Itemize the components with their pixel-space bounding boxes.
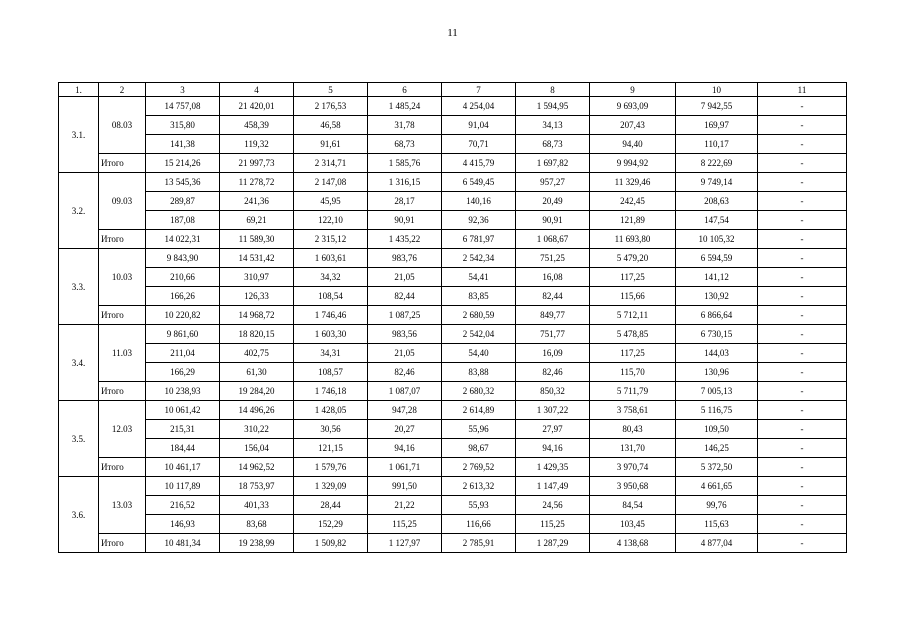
value-cell: 751,77 [516,325,590,344]
value-cell: 6 730,15 [676,325,758,344]
total-value-cell: 11 589,30 [220,230,294,249]
value-cell: 115,25 [516,515,590,534]
group-date-cell: 09.03 [99,173,146,230]
value-cell: 16,08 [516,268,590,287]
value-cell: 401,33 [220,496,294,515]
value-cell: 10 061,42 [146,401,220,420]
value-cell: 99,76 [676,496,758,515]
total-value-cell: - [758,154,847,173]
total-label-cell: Итого [99,154,146,173]
total-value-cell: 19 238,99 [220,534,294,553]
value-cell: 289,87 [146,192,220,211]
table-row [59,97,847,116]
value-cell: 69,21 [220,211,294,230]
total-value-cell: 1 429,35 [516,458,590,477]
value-cell: 11 329,46 [590,173,676,192]
value-cell: 98,67 [442,439,516,458]
value-cell: 1 603,61 [294,249,368,268]
value-cell: 82,44 [368,287,442,306]
value-cell: 45,95 [294,192,368,211]
total-value-cell: 1 287,29 [516,534,590,553]
value-cell: - [758,325,847,344]
value-cell: - [758,135,847,154]
value-cell: 14 496,26 [220,401,294,420]
value-cell: 34,31 [294,344,368,363]
total-value-cell: 5 712,11 [590,306,676,325]
value-cell: - [758,287,847,306]
total-label-cell: Итого [99,458,146,477]
total-value-cell: 1 061,71 [368,458,442,477]
value-cell: 34,32 [294,268,368,287]
total-value-cell: 19 284,20 [220,382,294,401]
value-cell: 24,56 [516,496,590,515]
value-cell: 402,75 [220,344,294,363]
value-cell: 82,46 [516,363,590,382]
value-cell: 30,56 [294,420,368,439]
total-value-cell: 2 680,59 [442,306,516,325]
value-cell: 458,39 [220,116,294,135]
group-code-cell: 3.5. [59,401,99,477]
value-cell: 20,49 [516,192,590,211]
total-label-cell: Итого [99,382,146,401]
value-cell: 310,97 [220,268,294,287]
total-value-cell: 849,77 [516,306,590,325]
value-cell: 1 307,22 [516,401,590,420]
group-date-cell: 11.03 [99,325,146,382]
value-cell: 83,68 [220,515,294,534]
value-cell: - [758,420,847,439]
value-cell: 121,15 [294,439,368,458]
value-cell: 54,41 [442,268,516,287]
value-cell: - [758,211,847,230]
table-row [59,211,847,230]
total-value-cell: 5 372,50 [676,458,758,477]
value-cell: 108,54 [294,287,368,306]
value-cell: 991,50 [368,477,442,496]
group-code-cell: 3.6. [59,477,99,553]
column-header: 5 [294,83,368,97]
value-cell: 115,70 [590,363,676,382]
total-value-cell: 8 222,69 [676,154,758,173]
value-cell: 90,91 [516,211,590,230]
group-date-cell: 10.03 [99,249,146,306]
value-cell: 241,36 [220,192,294,211]
table-row [59,477,847,496]
total-value-cell: 1 509,82 [294,534,368,553]
value-cell: 4 254,04 [442,97,516,116]
column-header: 9 [590,83,676,97]
total-value-cell: 1 579,76 [294,458,368,477]
value-cell: 9 749,14 [676,173,758,192]
value-cell: 54,40 [442,344,516,363]
value-cell: 61,30 [220,363,294,382]
value-cell: - [758,268,847,287]
value-cell: 7 942,55 [676,97,758,116]
table-row [59,420,847,439]
value-cell: 13 545,36 [146,173,220,192]
column-header: 2 [99,83,146,97]
value-cell: 9 693,09 [590,97,676,116]
total-value-cell: 1 087,25 [368,306,442,325]
value-cell: 1 147,49 [516,477,590,496]
value-cell: 6 594,59 [676,249,758,268]
total-value-cell: 21 997,73 [220,154,294,173]
value-cell: 103,45 [590,515,676,534]
total-value-cell: 4 877,04 [676,534,758,553]
value-cell: 1 316,15 [368,173,442,192]
value-cell: 14 531,42 [220,249,294,268]
page-number: 11 [447,27,458,39]
total-value-cell: 2 785,91 [442,534,516,553]
value-cell: 169,97 [676,116,758,135]
value-cell: 21 420,01 [220,97,294,116]
value-cell: 216,52 [146,496,220,515]
column-header: 4 [220,83,294,97]
total-value-cell: 10 238,93 [146,382,220,401]
total-value-cell: 2 680,32 [442,382,516,401]
value-cell: 55,96 [442,420,516,439]
group-code-cell: 3.2. [59,173,99,249]
group-code-cell: 3.3. [59,249,99,325]
value-cell: 55,93 [442,496,516,515]
total-label-cell: Итого [99,534,146,553]
value-cell: 6 549,45 [442,173,516,192]
total-value-cell: 6 781,97 [442,230,516,249]
value-cell: 18 820,15 [220,325,294,344]
table-row [59,249,847,268]
table-row [59,287,847,306]
value-cell: 1 485,24 [368,97,442,116]
table-row [59,192,847,211]
total-value-cell: 1 435,22 [368,230,442,249]
value-cell: 141,38 [146,135,220,154]
total-value-cell: 14 968,72 [220,306,294,325]
value-cell: 83,85 [442,287,516,306]
column-header: 11 [758,83,847,97]
column-header: 8 [516,83,590,97]
value-cell: 110,17 [676,135,758,154]
value-cell: - [758,515,847,534]
total-value-cell: 15 214,26 [146,154,220,173]
total-value-cell: 2 769,52 [442,458,516,477]
value-cell: 84,54 [590,496,676,515]
value-cell: 28,44 [294,496,368,515]
total-row [59,458,847,477]
data-table [58,82,847,553]
value-cell: 94,16 [368,439,442,458]
table-row [59,268,847,287]
value-cell: 242,45 [590,192,676,211]
value-cell: - [758,496,847,515]
total-row [59,230,847,249]
value-cell: 91,61 [294,135,368,154]
total-value-cell: 1 087,07 [368,382,442,401]
value-cell: 115,63 [676,515,758,534]
group-code-cell: 3.4. [59,325,99,401]
value-cell: 18 753,97 [220,477,294,496]
value-cell: - [758,401,847,420]
total-value-cell: 1 068,67 [516,230,590,249]
total-value-cell: 10 481,34 [146,534,220,553]
value-cell: 9 843,90 [146,249,220,268]
value-cell: 117,25 [590,268,676,287]
total-value-cell: - [758,306,847,325]
value-cell: - [758,97,847,116]
table-row [59,173,847,192]
total-value-cell: 1 127,97 [368,534,442,553]
value-cell: 92,36 [442,211,516,230]
value-cell: - [758,249,847,268]
value-cell: 166,26 [146,287,220,306]
value-cell: 82,46 [368,363,442,382]
group-date-cell: 08.03 [99,97,146,154]
value-cell: 82,44 [516,287,590,306]
value-cell: 94,16 [516,439,590,458]
total-value-cell: 14 962,52 [220,458,294,477]
column-header: 10 [676,83,758,97]
total-value-cell: 1 585,76 [368,154,442,173]
value-cell: 1 428,05 [294,401,368,420]
value-cell: 117,25 [590,344,676,363]
value-cell: 215,31 [146,420,220,439]
value-cell: 11 278,72 [220,173,294,192]
total-value-cell: 1 746,18 [294,382,368,401]
value-cell: 122,10 [294,211,368,230]
table-row [59,515,847,534]
total-value-cell: 3 970,74 [590,458,676,477]
value-cell: 10 117,89 [146,477,220,496]
group-date-cell: 13.03 [99,477,146,534]
total-value-cell: 2 315,12 [294,230,368,249]
value-cell: 2 614,89 [442,401,516,420]
value-cell: 115,25 [368,515,442,534]
value-cell: 28,17 [368,192,442,211]
value-cell: 310,22 [220,420,294,439]
value-cell: 126,33 [220,287,294,306]
value-cell: 751,25 [516,249,590,268]
column-header: 7 [442,83,516,97]
total-value-cell: 850,32 [516,382,590,401]
table-row [59,401,847,420]
total-value-cell: - [758,230,847,249]
value-cell: 131,70 [590,439,676,458]
total-value-cell: 1 697,82 [516,154,590,173]
value-cell: 5 479,20 [590,249,676,268]
column-header: 1. [59,83,99,97]
table-row [59,344,847,363]
total-row [59,306,847,325]
value-cell: 1 329,09 [294,477,368,496]
value-cell: 68,73 [368,135,442,154]
value-cell: 68,73 [516,135,590,154]
value-cell: 121,89 [590,211,676,230]
value-cell: 1 603,30 [294,325,368,344]
value-cell: 109,50 [676,420,758,439]
value-cell: 3 758,61 [590,401,676,420]
table-row [59,325,847,344]
value-cell: - [758,477,847,496]
group-date-cell: 12.03 [99,401,146,458]
table-row [59,135,847,154]
total-value-cell: 10 220,82 [146,306,220,325]
value-cell: 91,04 [442,116,516,135]
value-cell: 187,08 [146,211,220,230]
value-cell: 2 176,53 [294,97,368,116]
table-row [59,439,847,458]
value-cell: 2 147,08 [294,173,368,192]
value-cell: - [758,363,847,382]
value-cell: 140,16 [442,192,516,211]
value-cell: 34,13 [516,116,590,135]
table-row [59,363,847,382]
total-label-cell: Итого [99,230,146,249]
value-cell: 83,88 [442,363,516,382]
total-row [59,154,847,173]
value-cell: 156,04 [220,439,294,458]
value-cell: 315,80 [146,116,220,135]
value-cell: 46,58 [294,116,368,135]
value-cell: 94,40 [590,135,676,154]
value-cell: 1 594,95 [516,97,590,116]
value-cell: 14 757,08 [146,97,220,116]
value-cell: 166,29 [146,363,220,382]
total-value-cell: - [758,534,847,553]
value-cell: 957,27 [516,173,590,192]
total-row [59,382,847,401]
column-header: 3 [146,83,220,97]
table-row [59,496,847,515]
value-cell: - [758,439,847,458]
total-value-cell: 7 005,13 [676,382,758,401]
total-value-cell: 14 022,31 [146,230,220,249]
total-value-cell: 1 746,46 [294,306,368,325]
value-cell: 31,78 [368,116,442,135]
value-cell: 130,96 [676,363,758,382]
value-cell: 146,25 [676,439,758,458]
value-cell: 9 861,60 [146,325,220,344]
value-cell: 21,05 [368,344,442,363]
total-value-cell: - [758,382,847,401]
group-code-cell: 3.1. [59,97,99,173]
value-cell: 983,56 [368,325,442,344]
value-cell: 152,29 [294,515,368,534]
value-cell: 2 542,34 [442,249,516,268]
value-cell: 90,91 [368,211,442,230]
value-cell: 20,27 [368,420,442,439]
value-cell: 208,63 [676,192,758,211]
value-cell: 211,04 [146,344,220,363]
total-value-cell: 2 314,71 [294,154,368,173]
value-cell: 2 613,32 [442,477,516,496]
table-row [59,116,847,135]
total-value-cell: 10 105,32 [676,230,758,249]
value-cell: - [758,344,847,363]
value-cell: 147,54 [676,211,758,230]
value-cell: 947,28 [368,401,442,420]
value-cell: 207,43 [590,116,676,135]
total-value-cell: 10 461,17 [146,458,220,477]
value-cell: 21,22 [368,496,442,515]
total-value-cell: 4 138,68 [590,534,676,553]
total-value-cell: - [758,458,847,477]
total-row [59,534,847,553]
column-header: 6 [368,83,442,97]
value-cell: 144,03 [676,344,758,363]
total-label-cell: Итого [99,306,146,325]
value-cell: 16,09 [516,344,590,363]
value-cell: 108,57 [294,363,368,382]
value-cell: 983,76 [368,249,442,268]
total-value-cell: 4 415,79 [442,154,516,173]
value-cell: 210,66 [146,268,220,287]
total-value-cell: 9 994,92 [590,154,676,173]
value-cell: 5 116,75 [676,401,758,420]
value-cell: 21,05 [368,268,442,287]
value-cell: 4 661,65 [676,477,758,496]
value-cell: 116,66 [442,515,516,534]
total-value-cell: 5 711,79 [590,382,676,401]
value-cell: 146,93 [146,515,220,534]
value-cell: 130,92 [676,287,758,306]
value-cell: 27,97 [516,420,590,439]
value-cell: 119,32 [220,135,294,154]
value-cell: 184,44 [146,439,220,458]
value-cell: 3 950,68 [590,477,676,496]
header-row [59,83,847,97]
total-value-cell: 6 866,64 [676,306,758,325]
value-cell: 115,66 [590,287,676,306]
total-value-cell: 11 693,80 [590,230,676,249]
value-cell: 5 478,85 [590,325,676,344]
value-cell: 70,71 [442,135,516,154]
value-cell: - [758,116,847,135]
value-cell: 141,12 [676,268,758,287]
value-cell: - [758,173,847,192]
table-body [59,83,847,553]
value-cell: 80,43 [590,420,676,439]
value-cell: - [758,192,847,211]
value-cell: 2 542,04 [442,325,516,344]
